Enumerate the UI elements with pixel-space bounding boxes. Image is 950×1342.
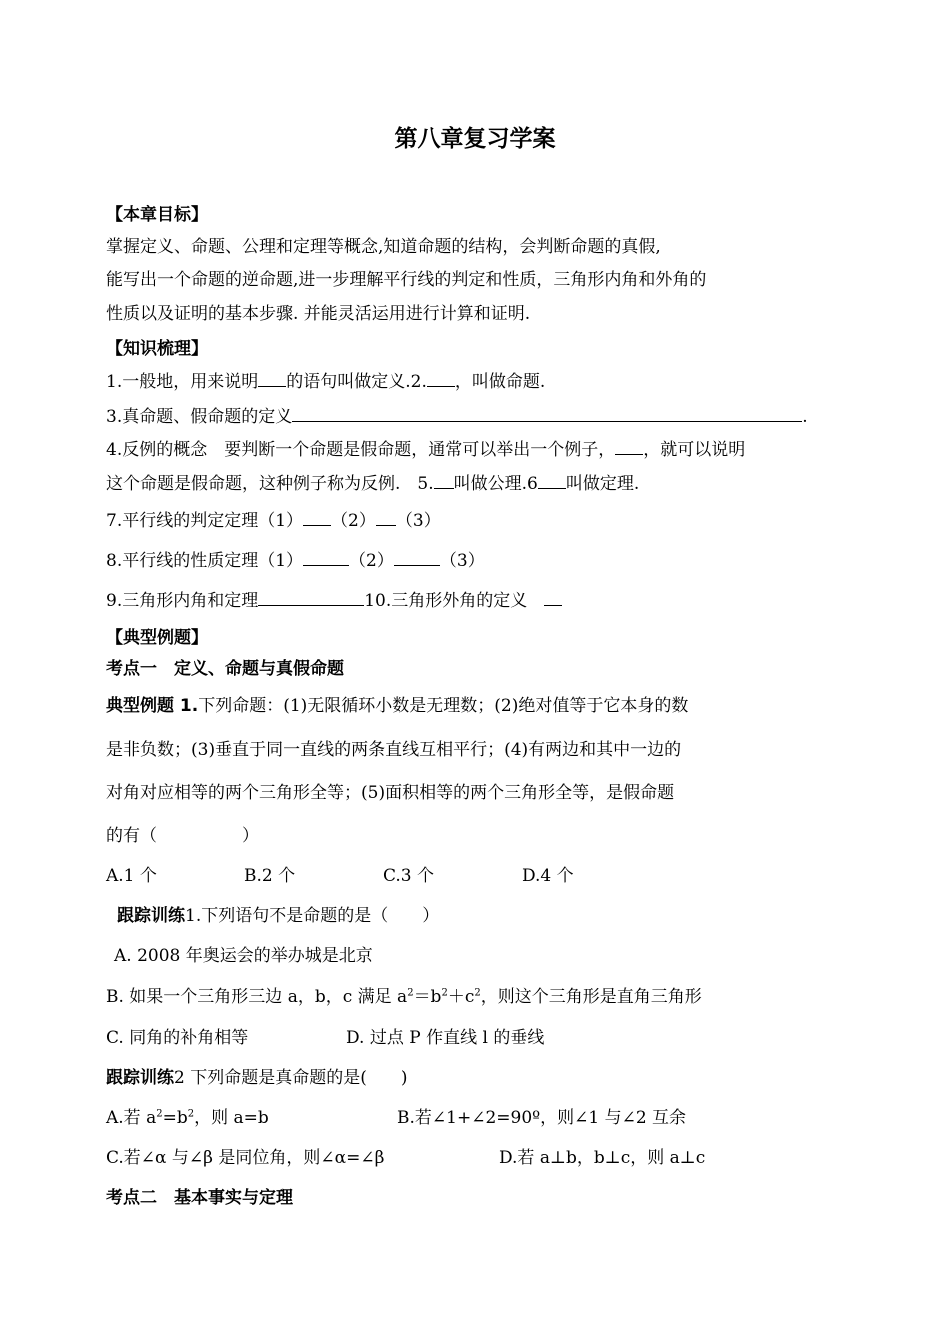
examples-heading: 【典型例题】 [106, 628, 208, 648]
goals-line-1: 掌握定义、命题、公理和定理等概念,知道命题的结构，会判断命题的真假, [106, 237, 661, 257]
fill-blank[interactable] [258, 368, 286, 387]
text: ，叫做命题. [454, 372, 546, 392]
knowledge-item-3 [106, 403, 808, 429]
key-point-2: 考点二 基本事实与定理 [106, 1188, 293, 1208]
superscript: 2 [407, 987, 414, 999]
example-1-line-2: 是非负数；(3)垂直于同一直线的两条直线互相平行；(4)有两边和其中一边的 [106, 740, 682, 760]
text: 2 下列命题是真命题的是( ) [174, 1068, 408, 1088]
goals-line-2: 能写出一个命题的逆命题,进一步理解平行线的判定和性质，三角形内角和外角的 [106, 270, 707, 290]
fill-blank[interactable] [615, 436, 643, 455]
text: 叫做公理.6 [453, 474, 538, 494]
exercise-1-option-d: D. 过点 P 作直线 l 的垂线 [346, 1028, 545, 1048]
knowledge-item-5-6 [106, 470, 639, 496]
superscript: 2 [474, 987, 481, 999]
option-a: A.1 个 [106, 866, 157, 886]
option-b: B.2 个 [244, 866, 296, 886]
goals-line-3: 性质以及证明的基本步骤. 并能灵活运用进行计算和证明. [106, 304, 531, 324]
tracking-exercise-1 [117, 904, 439, 928]
superscript: 2 [187, 1108, 195, 1120]
fill-blank[interactable] [544, 587, 562, 606]
exercise-1-option-c: C. 同角的补角相等 [106, 1028, 249, 1048]
text: 1.一般地，用来说明 [106, 372, 259, 392]
text: （3） [439, 551, 485, 571]
knowledge-item-4 [106, 436, 745, 462]
text: （2） [349, 551, 394, 571]
exercise-2-option-a [106, 1106, 269, 1130]
knowledge-item-7 [106, 507, 441, 533]
exercise-2-option-c: C.若∠α 与∠β 是同位角，则∠α=∠β [106, 1148, 385, 1168]
text: 1.下列语句不是命题的是（ ） [185, 906, 440, 926]
fill-blank[interactable] [258, 587, 364, 606]
fill-blank[interactable] [303, 507, 331, 526]
fill-blank[interactable] [376, 507, 396, 526]
superscript: 2 [156, 1108, 163, 1120]
option-c: C.3 个 [383, 866, 435, 886]
text: 下列命题：(1)无限循环小数是无理数；(2)绝对值等于它本身的数 [198, 696, 689, 716]
key-point-1: 考点一 定义、命题与真假命题 [106, 659, 344, 679]
knowledge-item-1-2 [106, 368, 545, 394]
text: 10.三角形外角的定义 [364, 591, 545, 611]
exercise-label: 跟踪训练 [117, 906, 185, 926]
knowledge-heading: 【知识梳理】 [106, 339, 208, 359]
example-1-line-4: 的有（ ） [106, 826, 259, 846]
text: 这个命题是假命题，这种例子称为反例. 5. [106, 474, 434, 494]
fill-blank[interactable] [303, 547, 349, 566]
fill-blank[interactable] [427, 368, 455, 387]
page-title: 第八章复习学案 [394, 126, 556, 152]
exercise-label: 跟踪训练 [106, 1068, 174, 1088]
text: ＋c [447, 987, 475, 1007]
fill-blank[interactable] [394, 547, 440, 566]
text: A.若 a [106, 1108, 157, 1128]
text: （2） [331, 511, 376, 531]
text: ＝b [413, 987, 442, 1007]
text: 叫做定理. [565, 474, 640, 494]
text: 的语句叫做定义.2. [286, 372, 427, 392]
exercise-1-option-a: A. 2008 年奥运会的举办城是北京 [114, 946, 373, 966]
text: 8.平行线的性质定理（1） [106, 551, 304, 571]
text: 4.反例的概念 要判断一个命题是假命题，通常可以举出一个例子， [106, 440, 616, 460]
option-d: D.4 个 [522, 866, 574, 886]
exercise-1-option-b [106, 985, 702, 1009]
example-1-line-1 [106, 694, 688, 718]
exercise-2-option-d: D.若 a⊥b，b⊥c，则 a⊥c [499, 1148, 706, 1168]
fill-blank[interactable] [292, 403, 802, 422]
text: ，则 a=b [194, 1108, 269, 1128]
tracking-exercise-2 [106, 1066, 407, 1090]
text: 9.三角形内角和定理 [106, 591, 259, 611]
text: =b [162, 1108, 188, 1128]
knowledge-item-9-10 [106, 587, 562, 613]
text: B. 如果一个三角形三边 a，b，c 满足 a [106, 987, 408, 1007]
superscript: 2 [441, 987, 448, 999]
goals-heading: 【本章目标】 [106, 205, 208, 225]
text: 7.平行线的判定定理（1） [106, 511, 304, 531]
text: 3.真命题、假命题的定义 [106, 407, 293, 427]
text: ，就可以说明 [643, 440, 746, 460]
knowledge-item-8 [106, 547, 485, 573]
exercise-2-option-b: B.若∠1+∠2=90º，则∠1 与∠2 互余 [397, 1108, 687, 1128]
example-1-line-3: 对角对应相等的两个三角形全等；(5)面积相等的两个三角形全等，是假命题 [106, 783, 675, 803]
fill-blank[interactable] [434, 470, 454, 489]
text: ，则这个三角形是直角三角形 [480, 987, 702, 1007]
fill-blank[interactable] [538, 470, 566, 489]
text: . [802, 407, 808, 427]
example-label: 典型例题 1. [106, 696, 199, 716]
text: （3） [395, 511, 441, 531]
